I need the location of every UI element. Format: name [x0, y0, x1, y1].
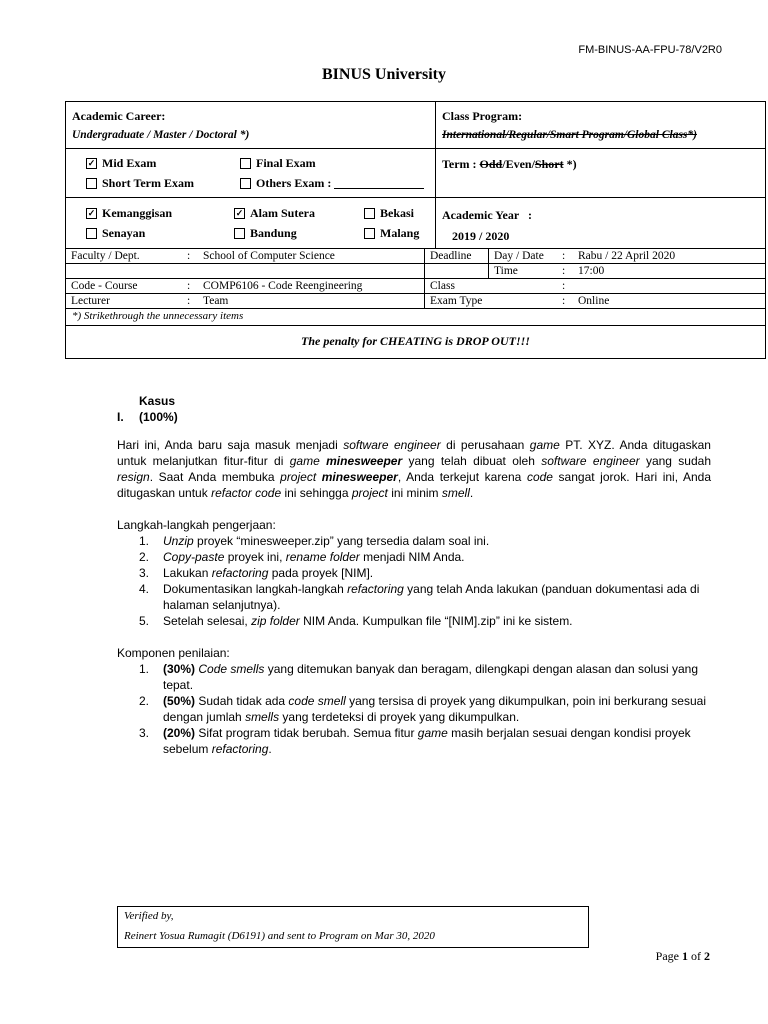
checkbox-icon: [364, 228, 375, 239]
penalty-notice: The penalty for CHEATING is DROP OUT!!!: [301, 334, 530, 348]
lecturer-label: Lecturer: [71, 295, 110, 307]
exam-type-value: Online: [578, 295, 610, 307]
course-info-table: Faculty / Dept. : School of Computer Science Deadline Day / Date : Rabu / 22 April 2020 Time : 17:00 Code - Course : COMP6106 - Code Reengineering Class : Lecturer : Team Exam Type : Online: [66, 249, 765, 309]
list-item: 5. Setelah selesai, zip folder NIM Anda. Kumpulkan file “[NIM].zip” ini ke sistem.: [139, 614, 573, 628]
steps-title: Langkah-langkah pengerjaan:: [117, 518, 276, 532]
checkbox-icon: ✓: [235, 207, 244, 218]
grading-list: [117, 661, 711, 757]
checkbox-icon: [234, 228, 245, 239]
faculty-value: School of Computer Science: [198, 249, 425, 264]
term-field: Term : Odd/Even/Short *): [442, 157, 577, 171]
day-date-label: Day / Date: [494, 250, 544, 262]
list-item: 4. Dokumentasikan langkah-langkah refactoring yang telah Anda lakukan (panduan dokumentasi ada di halaman selanjutnya).: [139, 582, 700, 612]
academic-career-label: Academic Career:: [72, 109, 166, 123]
exam-type-label: Exam Type: [430, 295, 483, 307]
section-heading: I.Kasus (100%): [117, 394, 178, 424]
exam-short-term[interactable]: Short Term Exam: [86, 176, 240, 191]
verified-text: Reinert Yosua Rumagit (D6191) and sent to Program on Mar 30, 2020: [124, 930, 435, 942]
campus-malang[interactable]: Malang: [364, 226, 419, 241]
deadline-label: Deadline: [425, 249, 489, 264]
academic-career-value: Undergraduate / Master / Doctoral *): [72, 129, 250, 141]
class-label: Class: [430, 280, 455, 292]
checkbox-icon: ✓: [87, 157, 96, 168]
exam-header-box: [65, 101, 766, 359]
list-item: 2. Copy-paste proyek ini, rename folder menjadi NIM Anda.: [139, 550, 465, 564]
academic-year-label: Academic Year :: [442, 208, 532, 222]
day-date-value: Rabu / 22 April 2020: [578, 250, 676, 262]
checkbox-icon: [240, 158, 251, 169]
class-program-label: Class Program:: [442, 109, 523, 123]
checkbox-icon: [86, 228, 97, 239]
checkbox-icon: [86, 178, 97, 189]
verification-box: [117, 906, 589, 948]
course-info: [66, 249, 765, 326]
list-item: 3. (20%) Sifat program tidak berubah. Semua fitur game masih berjalan sesuai dengan kondisi proyek sebelum refactoring.: [139, 726, 691, 756]
campus-row: [66, 198, 765, 249]
strikethrough-note: *) Strikethrough the unnecessary items: [72, 310, 244, 322]
verified-label: Verified by,: [124, 910, 174, 922]
case-description: Hari ini, Anda baru saja masuk menjadi software engineer di perusahaan game PT. XYZ. Anda ditugaskan untuk melanjutkan fitur-fitur di game minesweeper yang telah dibuat oleh software engineer yang sudah resign. Saat Anda membuka project minesweeper, Anda terkejut karena code sangat jorok. Hari ini, Anda ditugaskan untuk refactor code ini sehingga project ini minim smell.: [117, 438, 712, 500]
list-item: 3. Lakukan refactoring pada proyek [NIM].: [139, 566, 374, 580]
others-exam-blank: [334, 177, 424, 189]
campus-alam-sutera[interactable]: ✓ Alam Sutera: [235, 205, 315, 220]
university-title: BINUS University: [321, 66, 446, 83]
exam-others[interactable]: Others Exam :: [240, 176, 424, 191]
form-code: FM-BINUS-AA-FPU-78/V2R0: [578, 44, 722, 56]
checkbox-icon: [240, 178, 251, 189]
exam-type-row: [66, 149, 765, 198]
career-row: [66, 102, 765, 149]
steps-block: [117, 517, 711, 629]
code-label: Code - Course: [71, 280, 138, 292]
class-program-value: International/Regular/Smart Program/Global Class*): [442, 129, 697, 141]
academic-year-value: 2019 / 2020: [452, 229, 510, 243]
campus-kemanggisan[interactable]: ✓ Kemanggisan: [87, 205, 173, 220]
steps-list: [117, 533, 711, 629]
campus-bekasi[interactable]: Bekasi: [364, 206, 414, 221]
exam-mid[interactable]: ✓ Mid Exam: [87, 155, 157, 170]
lecturer-value: Team: [198, 294, 425, 309]
list-item: 1. (30%) Code smells yang ditemukan banyak dan beragam, dilengkapi dengan alasan dan solusi yang tepat.: [139, 662, 699, 692]
page-number: Page 1 of 2: [655, 949, 710, 963]
list-item: 1. Unzip proyek “minesweeper.zip” yang tersedia dalam soal ini.: [139, 534, 490, 548]
penalty-row: [66, 326, 765, 358]
time-label: Time: [494, 265, 518, 277]
checkbox-icon: ✓: [87, 207, 96, 218]
faculty-label: Faculty / Dept.: [71, 250, 140, 262]
list-item: 2. (50%) Sudah tidak ada code smell yang tersisa di proyek yang dikumpulkan, poin ini berkurang sesuai dengan jumlah smells yang terdeteksi di proyek yang dikumpulkan.: [139, 694, 706, 724]
class-value: [573, 279, 765, 294]
exam-content: [117, 393, 711, 773]
campus-bandung[interactable]: Bandung: [234, 226, 364, 241]
exam-final[interactable]: Final Exam: [240, 156, 316, 171]
grading-title: Komponen penilaian:: [117, 646, 230, 660]
code-value: COMP6106 - Code Reengineering: [198, 279, 425, 294]
grading-block: [117, 645, 711, 757]
campus-senayan[interactable]: Senayan: [86, 226, 234, 241]
checkbox-icon: [364, 208, 375, 219]
time-value: 17:00: [578, 265, 605, 277]
